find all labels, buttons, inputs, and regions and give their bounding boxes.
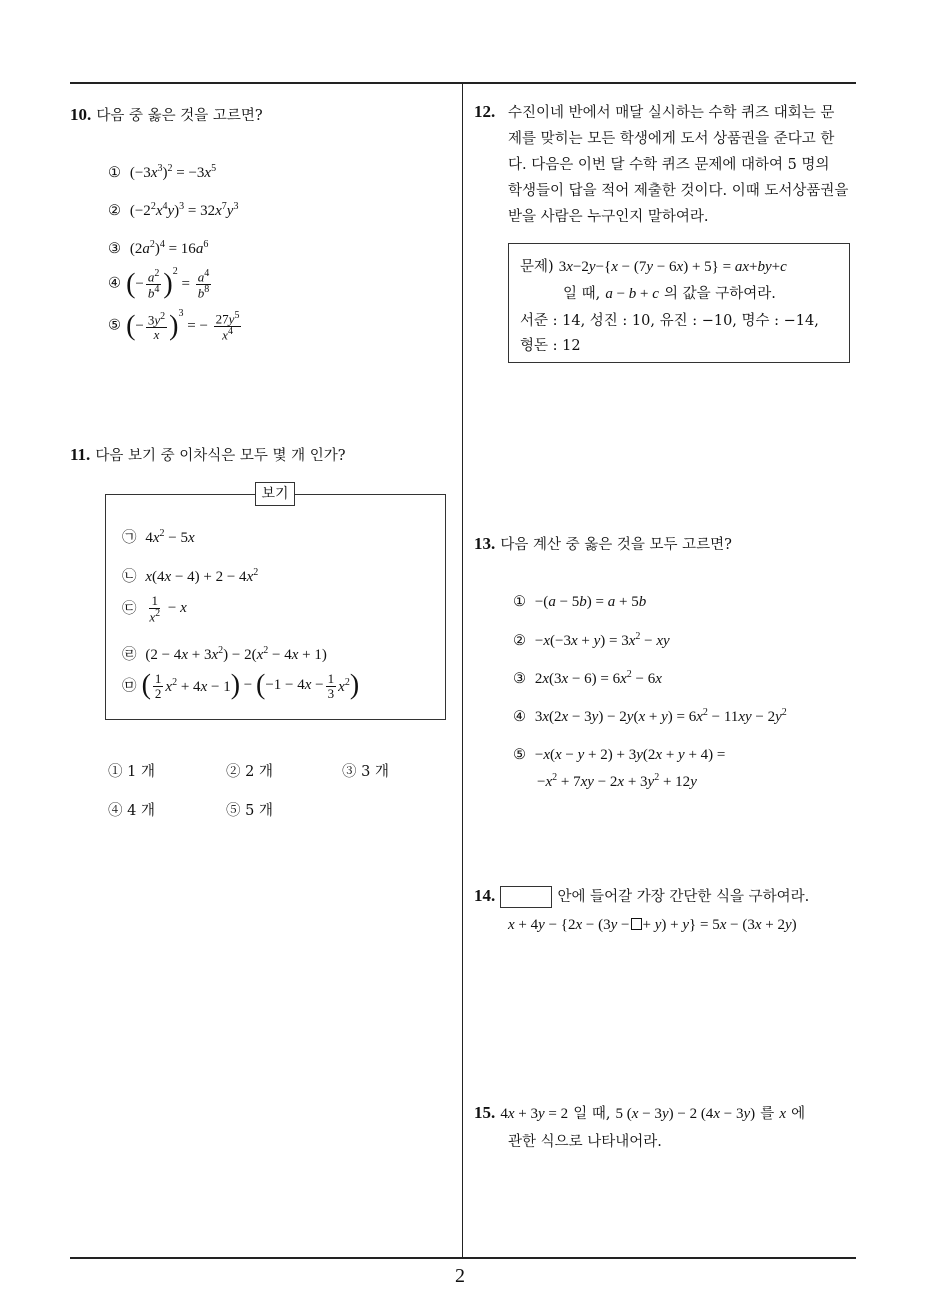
item-marker: ㉣: [122, 647, 137, 663]
option-marker: ②: [513, 633, 526, 649]
example-item-5: [122, 670, 359, 702]
question-text: 에: [791, 1106, 806, 1122]
option-expression: (− $\frac{a^2}{b^4}$ )$^2$ = $\frac{a^4}{b^8}$: [126, 266, 210, 301]
option-10-2: [108, 200, 238, 220]
option-expression: $-x^2 + 7xy - 2x + 3y^2 + 12y$: [537, 772, 697, 790]
question-number: 12.: [474, 102, 496, 121]
question-number: 13.: [474, 534, 496, 553]
option-13-5-continued: [537, 771, 697, 791]
option-13-4: [513, 706, 787, 726]
question-number: 15.: [474, 1103, 496, 1122]
text-line: 다. 다음은 이번 달 수학 퀴즈 문제에 대하여 5 명의: [508, 157, 830, 173]
choice-11-5: ⑤ 5 개: [226, 803, 273, 819]
example-box-label: [255, 482, 295, 506]
question-text: 일 때,: [573, 1106, 611, 1122]
choice-11-4: ④ 4 개: [108, 803, 155, 819]
option-13-5: [513, 744, 725, 764]
blank-square-icon: [631, 918, 642, 930]
problem-instruction: 의 값을 구하여라.: [664, 286, 776, 302]
option-expression: $(-2^2x^4y)^3 = 32x^7y^3$: [129, 201, 239, 219]
option-expression: $(-3x^3)^2 = -3x^5$: [129, 163, 217, 181]
equation: x + 4y − {2x − (3y − + y) + y} = 5x − (3x + 2y): [508, 917, 797, 933]
example-item-1: [122, 526, 195, 547]
item-marker: ㉢: [122, 601, 137, 618]
question-text: 다음 보기 중 이차식은 모두 몇 개 인가?: [95, 448, 346, 464]
answer-blank-box: [500, 886, 552, 908]
question-text: 다음 계산 중 옳은 것을 모두 고르면?: [500, 537, 732, 553]
column-divider: [462, 84, 463, 1258]
option-marker: ①: [513, 594, 526, 610]
item-expression: $x(4x - 4) + 2 - 4x^2$: [141, 567, 259, 585]
option-10-5: [108, 308, 243, 343]
example-item-4: [122, 643, 327, 664]
option-10-1: [108, 162, 216, 182]
text-line: 수진이네 반에서 매달 실시하는 수학 퀴즈 대회는 문: [508, 105, 835, 121]
option-marker: ③: [513, 671, 526, 687]
option-marker: ④: [513, 709, 526, 725]
target-expression: 5 (x − 3y) − 2 (4x − 3y): [615, 1106, 756, 1122]
question-text: 안에 들어갈 가장 간단한 식을 구하여라.: [557, 889, 810, 905]
option-13-2: [513, 630, 670, 650]
text-line: 제를 맞히는 모든 학생에게 도서 상품권을 준다고 한: [508, 131, 835, 147]
question-number: 10.: [70, 105, 92, 124]
option-13-1: [513, 591, 646, 611]
question-15: [474, 1102, 805, 1123]
option-expression: −x(x − y + 2) + 3y(2x + y + 4) =: [534, 747, 726, 763]
option-marker: ③: [108, 241, 121, 257]
example-item-3: [122, 594, 187, 624]
question-number: 11.: [70, 445, 91, 464]
question-number: 14.: [474, 886, 496, 905]
option-marker: ①: [108, 165, 121, 181]
choice-11-2: ② 2 개: [226, 764, 273, 780]
condition-equation: 4x + 3y = 2: [500, 1106, 569, 1122]
question-15-line-2: 관한 식으로 나타내어라.: [508, 1134, 662, 1150]
student-answers-1: 서준 : 14, 성진 : 10, 유진 : −10, 명수 : −14,: [520, 313, 819, 329]
question-13: [474, 533, 732, 554]
variable: x: [779, 1106, 786, 1122]
item-expression: $\frac{1}{x^2}$ − x: [149, 593, 187, 624]
text-line: 학생들이 답을 적어 제출한 것이다. 이때 도서상품권을: [508, 183, 849, 199]
problem-expression: a − b + c: [605, 286, 659, 302]
problem-prefix: 문제): [520, 259, 554, 275]
option-expression: $2x(3x - 6) = 6x^2 - 6x$: [534, 669, 662, 687]
page-number: 2: [455, 1265, 465, 1287]
question-14-equation: [508, 914, 797, 934]
question-text: 를: [760, 1106, 775, 1122]
question-14: [474, 885, 809, 908]
option-marker: ⑤: [108, 317, 121, 334]
option-13-3: [513, 668, 662, 688]
problem-condition: 일 때,: [563, 286, 601, 302]
student-answers-2: 형돈 : 12: [520, 338, 581, 354]
option-marker: ⑤: [513, 747, 526, 763]
question-text: 다음 중 옳은 것을 고르면?: [96, 108, 263, 124]
bottom-rule: [70, 1257, 856, 1259]
option-marker: ④: [108, 275, 121, 292]
problem-line-1: [520, 255, 787, 276]
option-10-3: [108, 238, 208, 258]
item-expression: $4x^2 - 5x$: [145, 528, 195, 546]
option-expression: −(a − 5b) = a + 5b: [534, 594, 647, 610]
option-expression: $-x(-3x + y) = 3x^2$ − xy: [534, 631, 670, 649]
item-expression: $(2 - 4x + 3x^2) - 2(x^2 - 4x + 1)$: [145, 645, 327, 663]
option-expression: $(2a^2)^4 = 16a^6$: [129, 239, 209, 257]
option-marker: ②: [108, 203, 121, 219]
example-item-2: [122, 565, 258, 586]
question-12-text: [508, 100, 860, 230]
item-marker: ㉠: [122, 530, 137, 546]
problem-line-2: [563, 282, 776, 303]
option-10-4: [108, 266, 213, 301]
box-label-text: 보기: [261, 486, 289, 502]
option-expression: $3x(2x - 3y) - 2y(x + y) = 6x^2 - 11xy - 2y^2$: [534, 707, 787, 725]
item-expression: ( $\frac{1}{2}$ $x^2 + 4x - 1) - (-1 - 4x$ − $\frac{1}{3}$ $x^2$): [141, 670, 360, 701]
top-rule: [70, 82, 856, 84]
choice-11-3: ③ 3 개: [342, 764, 389, 780]
choice-11-1: ① 1 개: [108, 764, 155, 780]
text-line: 받을 사람은 누구인지 말하여라.: [508, 209, 709, 225]
item-marker: ㉡: [122, 569, 137, 585]
problem-equation: 3x−2y−{x − (7y − 6x) + 5} = ax+by+c: [558, 259, 787, 275]
question-10: [70, 104, 263, 125]
question-11: [70, 444, 346, 465]
option-expression: (− $\frac{3y^2}{x}$ )$^3$ = − $\frac{27y^5}{x^4}$: [126, 308, 240, 343]
item-marker: ㉤: [122, 678, 137, 695]
